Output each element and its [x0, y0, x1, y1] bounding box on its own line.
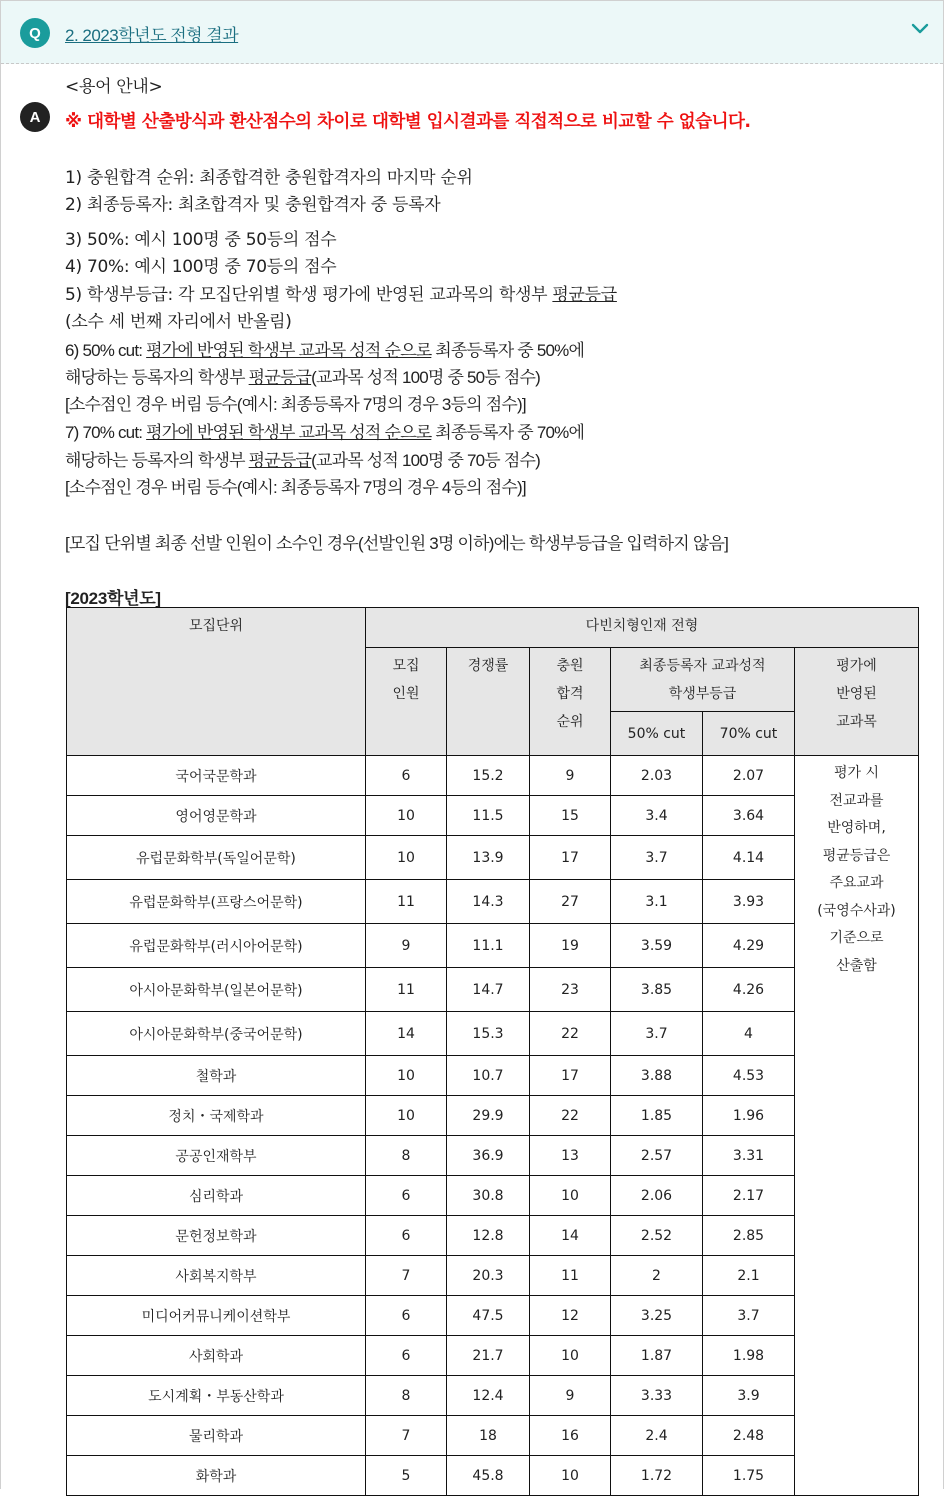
definition-7 — [65, 418, 584, 443]
question-title-link[interactable]: 2. 2023학년도 전형 결과 — [65, 26, 239, 45]
cell-ratio: 30.8 — [447, 1176, 530, 1216]
note-line: 주요교과 — [829, 875, 884, 891]
cell-quota: 8 — [366, 1376, 447, 1416]
cell-wait: 23 — [530, 968, 611, 1012]
cell-ratio: 11.5 — [447, 796, 530, 836]
table-row — [67, 1136, 919, 1176]
cell-unit: 아시아문화학부(중국어문학) — [67, 1012, 366, 1056]
definition-7-line2 — [65, 446, 540, 471]
cell-unit: 화학과 — [67, 1456, 366, 1496]
header-ratio: 경쟁률 — [447, 648, 530, 756]
cell-cut70: 3.93 — [703, 880, 795, 924]
cell-quota: 14 — [366, 1012, 447, 1056]
cell-ratio: 13.9 — [447, 836, 530, 880]
cell-unit: 유럽문화학부(러시아어문학) — [67, 924, 366, 968]
header-cut70: 70% cut — [703, 712, 795, 756]
cell-cut50: 1.72 — [611, 1456, 703, 1496]
table-row — [67, 1176, 919, 1216]
note-line: 평가 시 — [833, 765, 880, 781]
cell-unit: 아시아문화학부(일본어문학) — [67, 968, 366, 1012]
cell-quota: 10 — [366, 1096, 447, 1136]
cell-ratio: 15.2 — [447, 756, 530, 796]
cell-cut50: 3.4 — [611, 796, 703, 836]
cell-cut50: 3.33 — [611, 1376, 703, 1416]
cell-cut70: 3.64 — [703, 796, 795, 836]
table-row — [67, 1296, 919, 1336]
table-row — [67, 880, 919, 924]
cell-cut70: 2.48 — [703, 1416, 795, 1456]
header-track: 다빈치형인재 전형 — [366, 608, 919, 648]
cell-wait: 13 — [530, 1136, 611, 1176]
cell-ratio: 14.3 — [447, 880, 530, 924]
cell-unit: 정치・국제학과 — [67, 1096, 366, 1136]
header-grade: 최종등록자 교과성적 학생부등급 — [611, 648, 795, 712]
cell-wait: 10 — [530, 1336, 611, 1376]
cell-cut50: 3.85 — [611, 968, 703, 1012]
cell-cut50: 3.59 — [611, 924, 703, 968]
table-row — [67, 1012, 919, 1056]
definition-6-text: 6) 50% cut: — [65, 341, 147, 360]
note-line: 반영하며, — [827, 820, 886, 836]
cell-ratio: 29.9 — [447, 1096, 530, 1136]
cell-wait: 14 — [530, 1216, 611, 1256]
table-row — [67, 1096, 919, 1136]
definition-6-line2-underlined: 평균등급 — [248, 368, 312, 387]
header-waitlist: 충원 합격 순위 — [530, 648, 611, 756]
definition-5 — [65, 280, 617, 305]
definition-5-underlined: 평균등급 — [552, 285, 617, 305]
cell-cut70: 2.17 — [703, 1176, 795, 1216]
cell-cut70: 2.07 — [703, 756, 795, 796]
definition-6-line3: [소수점인 경우 버림 등수(예시: 최종등록자 7명의 경우 3등의 점수)] — [65, 395, 526, 414]
definition-3: 3) 50%: 예시 100명 중 50등의 점수 — [65, 230, 337, 250]
cell-cut70: 4.26 — [703, 968, 795, 1012]
table-row — [67, 1376, 919, 1416]
definition-6-line2 — [65, 363, 540, 388]
cell-quota: 7 — [366, 1256, 447, 1296]
definition-7-line2-text: 해당하는 등록자의 학생부 — [65, 451, 249, 470]
table-row — [67, 924, 919, 968]
cell-cut50: 3.1 — [611, 880, 703, 924]
cell-wait: 15 — [530, 796, 611, 836]
cell-ratio: 21.7 — [447, 1336, 530, 1376]
header-cut50: 50% cut — [611, 712, 703, 756]
cell-cut70: 2.85 — [703, 1216, 795, 1256]
cell-quota: 5 — [366, 1456, 447, 1496]
note-line: 산출함 — [836, 957, 877, 974]
cell-quota: 6 — [366, 1336, 447, 1376]
cell-unit: 사회학과 — [67, 1336, 366, 1376]
cell-cut70: 4 — [703, 1012, 795, 1056]
table-row — [67, 1256, 919, 1296]
cell-subjects-note — [795, 756, 919, 1496]
cell-ratio: 47.5 — [447, 1296, 530, 1336]
chevron-down-icon[interactable] — [911, 23, 929, 35]
cell-unit: 철학과 — [67, 1056, 366, 1096]
cell-wait: 17 — [530, 1056, 611, 1096]
cell-unit: 심리학과 — [67, 1176, 366, 1216]
header-subjects: 평가에 반영된 교과목 — [795, 648, 919, 756]
cell-quota: 11 — [366, 968, 447, 1012]
note-line: 전교과를 — [829, 792, 884, 809]
table-row — [67, 796, 919, 836]
definition-6 — [65, 336, 584, 361]
cell-ratio: 12.8 — [447, 1216, 530, 1256]
cell-cut50: 3.7 — [611, 836, 703, 880]
cell-quota: 10 — [366, 836, 447, 880]
cell-ratio: 36.9 — [447, 1136, 530, 1176]
cell-unit: 미디어커뮤니케이션학부 — [67, 1296, 366, 1336]
answer-badge: A — [20, 102, 50, 132]
cell-unit: 사회복지학부 — [67, 1256, 366, 1296]
definition-6-line2-text: 해당하는 등록자의 학생부 — [65, 368, 249, 387]
cell-quota: 10 — [366, 796, 447, 836]
cell-wait: 27 — [530, 880, 611, 924]
cell-ratio: 45.8 — [447, 1456, 530, 1496]
cell-cut50: 2.52 — [611, 1216, 703, 1256]
cell-wait: 16 — [530, 1416, 611, 1456]
cell-ratio: 15.3 — [447, 1012, 530, 1056]
definition-6-line2-tail: (교과목 성적 100명 중 50등 점수) — [311, 368, 540, 387]
cell-wait: 9 — [530, 756, 611, 796]
cell-ratio: 10.7 — [447, 1056, 530, 1096]
header-unit: 모집단위 — [67, 608, 366, 756]
cell-quota: 6 — [366, 1216, 447, 1256]
cell-ratio: 11.1 — [447, 924, 530, 968]
cell-cut50: 1.85 — [611, 1096, 703, 1136]
cell-cut50: 3.7 — [611, 1012, 703, 1056]
definition-7-line3: [소수점인 경우 버림 등수(예시: 최종등록자 7명의 경우 4등의 점수)] — [65, 478, 526, 497]
definition-7-underlined: 평가에 반영된 학생부 교과목 성적 순으로 — [146, 423, 432, 442]
cell-cut50: 2.4 — [611, 1416, 703, 1456]
header-quota: 모집 인원 — [366, 648, 447, 756]
cell-unit: 국어국문학과 — [67, 756, 366, 796]
cell-quota: 9 — [366, 924, 447, 968]
cell-cut70: 2.1 — [703, 1256, 795, 1296]
cell-cut70: 3.31 — [703, 1136, 795, 1176]
cell-cut70: 1.75 — [703, 1456, 795, 1496]
cell-cut50: 2 — [611, 1256, 703, 1296]
definition-6-underlined: 평가에 반영된 학생부 교과목 성적 순으로 — [146, 341, 432, 360]
cell-quota: 7 — [366, 1416, 447, 1456]
table-row — [67, 1216, 919, 1256]
notice-text: [모집 단위별 최종 선발 인원이 소수인 경우(선발인원 3명 이하)에는 학생부등급을 입력하지 않음] — [65, 534, 729, 553]
cell-unit: 물리학과 — [67, 1416, 366, 1456]
cell-cut50: 2.57 — [611, 1136, 703, 1176]
cell-wait: 22 — [530, 1012, 611, 1056]
cell-cut70: 1.96 — [703, 1096, 795, 1136]
warning-text: ※ 대학별 산출방식과 환산점수의 차이로 대학별 입시결과를 직접적으로 비교할 수 없습니다. — [65, 112, 751, 132]
cell-ratio: 20.3 — [447, 1256, 530, 1296]
cell-wait: 11 — [530, 1256, 611, 1296]
definition-4: 4) 70%: 예시 100명 중 70등의 점수 — [65, 257, 337, 277]
cell-cut70: 3.7 — [703, 1296, 795, 1336]
cell-cut50: 2.03 — [611, 756, 703, 796]
cell-cut70: 1.98 — [703, 1336, 795, 1376]
definition-6-tail: 최종등록자 중 50%에 — [431, 341, 585, 360]
guide-title: <용어 안내> — [65, 77, 163, 97]
question-header[interactable] — [1, 1, 943, 64]
definition-7-tail: 최종등록자 중 70%에 — [431, 423, 585, 442]
definition-7-line2-tail: (교과목 성적 100명 중 70등 점수) — [311, 451, 540, 470]
cell-unit: 유럽문화학부(독일어문학) — [67, 836, 366, 880]
table-row — [67, 1056, 919, 1096]
cell-ratio: 14.7 — [447, 968, 530, 1012]
table-row — [67, 836, 919, 880]
admission-results-table — [66, 607, 919, 1496]
year-heading: [2023학년도] — [65, 589, 161, 608]
cell-cut70: 4.53 — [703, 1056, 795, 1096]
definition-7-line2-underlined: 평균등급 — [248, 451, 312, 470]
table-row — [67, 968, 919, 1012]
cell-wait: 19 — [530, 924, 611, 968]
cell-quota: 10 — [366, 1056, 447, 1096]
cell-wait: 10 — [530, 1456, 611, 1496]
cell-quota: 8 — [366, 1136, 447, 1176]
note-line: (국영수사과) — [817, 902, 896, 919]
cell-cut50: 3.25 — [611, 1296, 703, 1336]
cell-quota: 6 — [366, 1176, 447, 1216]
cell-wait: 9 — [530, 1376, 611, 1416]
cell-quota: 11 — [366, 880, 447, 924]
table-row — [67, 756, 919, 796]
note-line: 평균등급은 — [822, 847, 891, 864]
question-badge: Q — [20, 18, 50, 48]
definition-2: 2) 최종등록자: 최초합격자 및 충원합격자 중 등록자 — [65, 195, 441, 215]
cell-cut50: 1.87 — [611, 1336, 703, 1376]
cell-cut70: 3.9 — [703, 1376, 795, 1416]
cell-wait: 10 — [530, 1176, 611, 1216]
cell-unit: 공공인재학부 — [67, 1136, 366, 1176]
definition-1: 1) 충원합격 순위: 최종합격한 충원합격자의 마지막 순위 — [65, 168, 473, 188]
cell-unit: 영어영문학과 — [67, 796, 366, 836]
cell-wait: 12 — [530, 1296, 611, 1336]
cell-cut50: 3.88 — [611, 1056, 703, 1096]
cell-cut70: 4.29 — [703, 924, 795, 968]
cell-wait: 22 — [530, 1096, 611, 1136]
table-row — [67, 1336, 919, 1376]
definition-5-text: 5) 학생부등급: 각 모집단위별 학생 평가에 반영된 교과목의 학생부 — [65, 285, 553, 305]
cell-unit: 유럽문화학부(프랑스어문학) — [67, 880, 366, 924]
cell-quota: 6 — [366, 1296, 447, 1336]
cell-cut70: 4.14 — [703, 836, 795, 880]
cell-wait: 17 — [530, 836, 611, 880]
cell-quota: 6 — [366, 756, 447, 796]
definition-7-text: 7) 70% cut: — [65, 423, 147, 442]
cell-unit: 문헌정보학과 — [67, 1216, 366, 1256]
cell-cut50: 2.06 — [611, 1176, 703, 1216]
table-row — [67, 1416, 919, 1456]
note-line: 기준으로 — [829, 930, 884, 946]
cell-ratio: 12.4 — [447, 1376, 530, 1416]
cell-unit: 도시계획・부동산학과 — [67, 1376, 366, 1416]
cell-ratio: 18 — [447, 1416, 530, 1456]
definition-5-cont: (소수 세 번째 자리에서 반올림) — [65, 312, 292, 332]
